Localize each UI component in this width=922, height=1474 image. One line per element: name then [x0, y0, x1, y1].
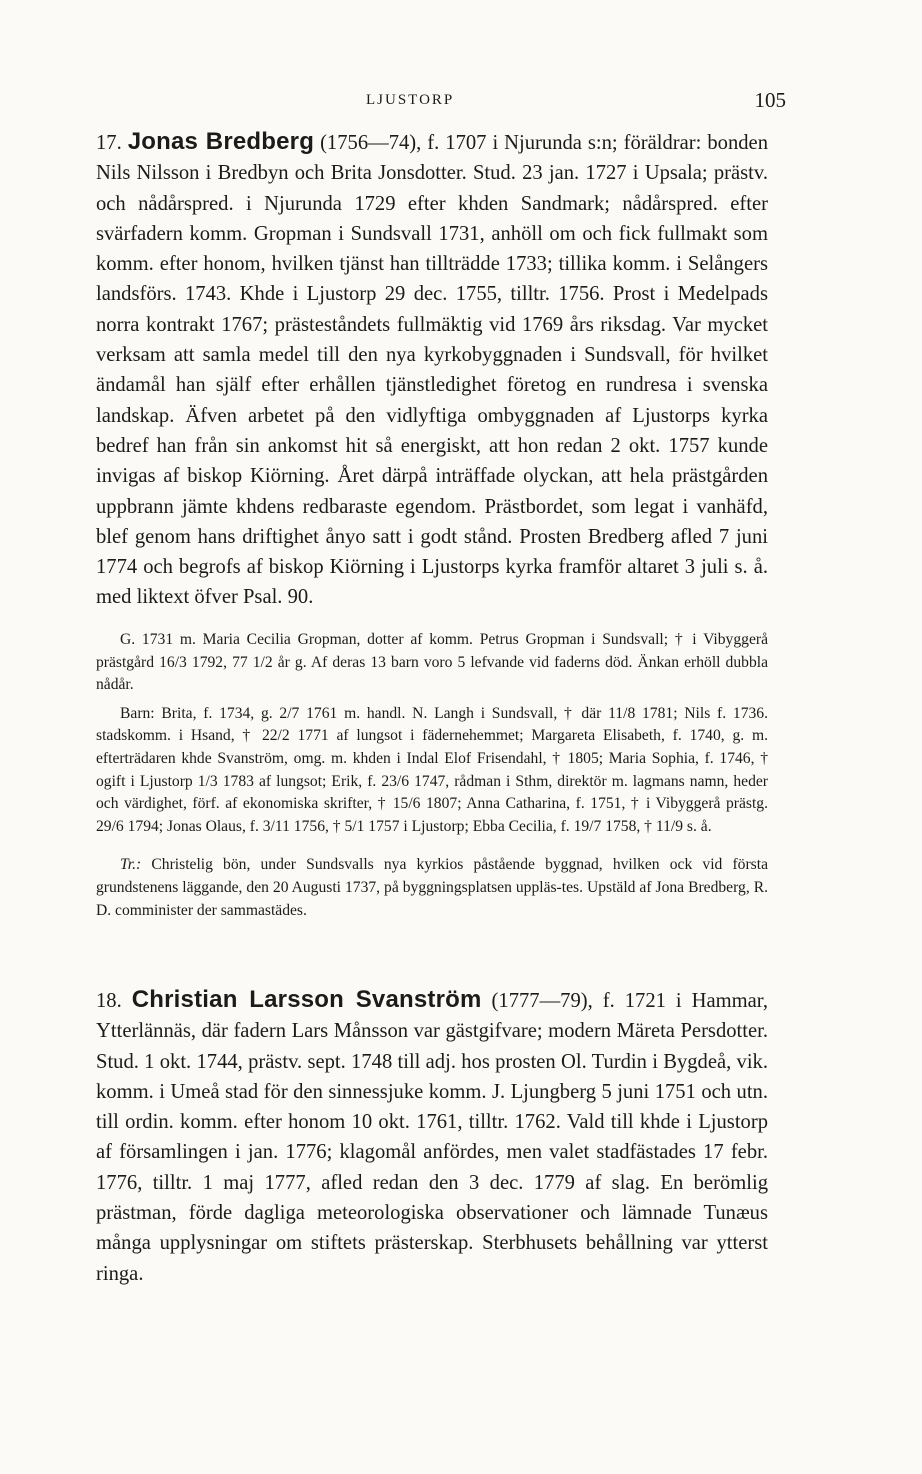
- children-note: Barn: Brita, f. 1734, g. 2/7 1761 m. handl. N. Langh i Sundsvall, † där 11/8 1781; Nils f. 1736. stadskomm. i Hsand, † 22/2 1771 af lungsot i fädernehemmet; Margareta Elisabeth, f. 1740, g. m. efterträdaren khde Svanström, omg. m. khden i Indal Elof Frisendahl, † 1805; Maria Sophia, f. 1746, † ogift i Ljustorp 1/3 1783 af lungsot; Erik, f. 23/6 1747, rådman i Sthm, direktör m. lagmans namn, heder och värdighet, förf. af ekonomiska skrifter, † 15/6 1807; Anna Catharina, f. 1751, † i Vibyggerå prästg. 29/6 1794; Jonas Olaus, f. 3/11 1756, † 5/1 1757 i Ljustorp; Ebba Cecilia, f. 19/7 1758, † 11/9 s. å.: [96, 704, 768, 835]
- entry-18: [96, 985, 768, 1289]
- page-number: 105: [754, 88, 786, 112]
- marriage-note: G. 1731 m. Maria Cecilia Gropman, dotter af komm. Petrus Gropman i Sundsvall; † i Vibyggerå prästgård 16/3 1792, 77 1/2 år g. Af deras 13 barn voro 5 lefvande vid faderns död. Änkan erhöll dubbla nådår.: [96, 631, 768, 694]
- entry-text: (1756—74), f. 1707 i Njurunda s:n; föräldrar: bonden Nils Nilsson i Bredbyn och Brita Jonsdotter. Stud. 23 jan. 1727 i Upsala; prästv. och nådårspred. i Njurunda 1729 efter khden Sandmark; nådårspred. efter svärfadern komm. Gropman i Sundsvall 1731, anhöll om och fick fullmakt som komm. efter honom, hvilken tjänst han tillträdde 1733; tillika komm. i Selångers landsförs. 1743. Khde i Ljustorp 29 dec. 1755, tilltr. 1756. Prost i Medelpads norra kontrakt 1767; prästeståndets fullmäktig vid 1769 års riksdag. Var mycket verksam att samla medel till den nya kyrkobyggnaden i Sundsvall, för hvilket ändamål han själf efter erhållen tjänstledighet företog en rundresa i svenska landskap. Äfven arbetet på den vidlyftiga ombyggnaden af Ljustorps kyrka bedref han från sin ankomst hit så energiskt, att hon redan 2 okt. 1757 kunde invigas af biskop Kiörning. Året därpå inträffade olyckan, att hela prästgården uppbrann jämte khdens redbaraste egendom. Prästbordet, som legat i vanhäfd, blef genom hans driftighet ånyo satt i godt stånd. Prosten Bredberg afled 7 juni 1774 och begrofs af biskop Kiörning i Ljustorps kyrka framför altaret 3 juli s. å. med liktext öfver Psal. 90.: [96, 132, 768, 609]
- entry-17-notes: [96, 629, 768, 922]
- print-text: Christelig bön, under Sundsvalls nya kyrkios påstående byggnad, hvilken ock vid första grundstenens läggande, den 20 Augusti 1737, på byggningsplatsen uppläs-tes. Upstäld af Jona Bredberg, R. D. comminister der sammastädes.: [96, 856, 768, 919]
- entry-number: 17.: [96, 132, 122, 154]
- entry-17: [96, 127, 768, 613]
- entry-text: (1777—79), f. 1721 i Hammar, Ytterlännäs, där fadern Lars Månsson var gästgifvare; modern Märeta Persdotter. Stud. 1 okt. 1744, prästv. sept. 1748 till adj. hos prosten Ol. Turdin i Bygdeå, vik. komm. i Umeå stad för den sinnessjuke komm. J. Ljungberg 5 juni 1751 och utn. till ordin. komm. efter honom 10 okt. 1761, tilltr. 1762. Vald till khde i Ljustorp af församlingen i jan. 1776; klagomål anfördes, men valet stadfästades 17 febr. 1776, tilltr. 1 maj 1777, afled redan den 3 dec. 1779 af slag. En berömlig prästman, förde dagliga meteorologiska observationer och lämnade Tunæus många upplysningar om stiftets prästerskap. Sterbhusets behållning var ytterst ringa.: [96, 990, 768, 1285]
- print-note: [96, 854, 768, 922]
- entry-number: 18.: [96, 990, 122, 1012]
- entry-name: Jonas Bredberg: [127, 128, 315, 155]
- entry-name: Christian Larsson Svanström: [131, 986, 482, 1013]
- entry-17-biography: [96, 127, 768, 613]
- page-header: [96, 88, 786, 118]
- entry-18-biography: [96, 985, 768, 1289]
- running-head: LJUSTORP: [366, 92, 455, 108]
- print-label: Tr.:: [120, 856, 142, 874]
